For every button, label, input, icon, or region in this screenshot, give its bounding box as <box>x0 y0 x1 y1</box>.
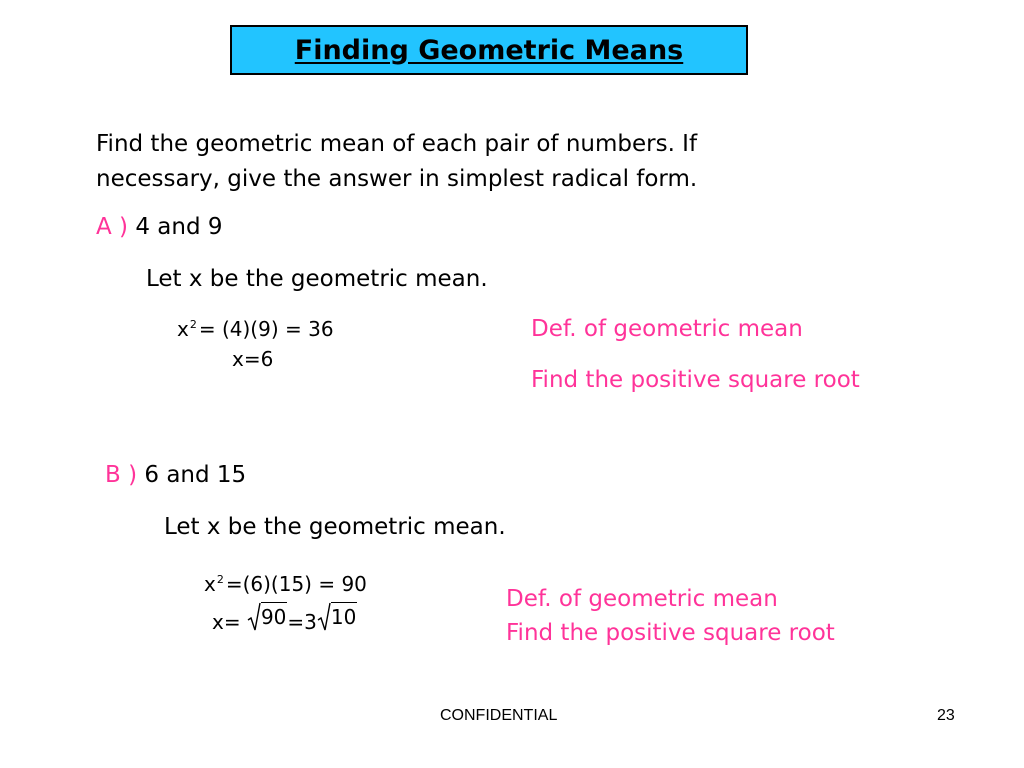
radicand-90: 90 <box>261 602 287 632</box>
radical-10 <box>317 602 357 632</box>
square-root-icon <box>247 602 261 632</box>
part-a-equation-2: x=6 <box>232 347 274 371</box>
part-a-eq1-rest: = (4)(9) = 36 <box>198 317 334 341</box>
part-b-reason-2: Find the positive square root <box>506 620 835 646</box>
footer-confidential: CONFIDENTIAL <box>440 707 558 724</box>
square-root-icon <box>317 602 331 632</box>
part-a-eq1-variable: x <box>177 317 189 341</box>
part-b-numbers: 6 and 15 <box>144 462 247 488</box>
part-a-label: A ) <box>96 214 129 240</box>
part-a-let-statement: Let x be the geometric mean. <box>146 266 488 292</box>
part-a-heading <box>96 214 223 240</box>
part-a-reason-1: Def. of geometric mean <box>531 316 803 342</box>
slide-title: Finding Geometric Means <box>294 34 684 66</box>
instructions-line-2: necessary, give the answer in simplest radical form. <box>96 166 698 192</box>
title-box <box>230 25 748 75</box>
part-b-eq1-variable: x <box>204 572 216 596</box>
part-b-equation-1 <box>204 572 367 596</box>
part-b-eq2-prefix: x= <box>212 610 241 634</box>
part-b-let-statement: Let x be the geometric mean. <box>164 514 506 540</box>
part-b-reason-1: Def. of geometric mean <box>506 586 778 612</box>
part-a-numbers: 4 and 9 <box>135 214 223 240</box>
part-b-equation-2 <box>212 602 357 634</box>
instructions-line-1: Find the geometric mean of each pair of numbers. If <box>96 131 698 157</box>
part-a-equation-1 <box>177 317 334 341</box>
part-b-label: B ) <box>105 462 138 488</box>
part-a-eq1-exponent: 2 <box>189 318 197 331</box>
part-b-heading <box>105 462 246 488</box>
page-number: 23 <box>937 707 955 724</box>
part-b-eq1-rest: =(6)(15) = 90 <box>225 572 367 596</box>
instructions <box>96 127 697 197</box>
radical-90 <box>247 602 287 632</box>
part-b-eq2-middle: =3 <box>287 610 317 634</box>
part-b-eq1-exponent: 2 <box>216 573 224 586</box>
part-a-reason-2: Find the positive square root <box>531 367 860 393</box>
radicand-10: 10 <box>331 602 357 632</box>
